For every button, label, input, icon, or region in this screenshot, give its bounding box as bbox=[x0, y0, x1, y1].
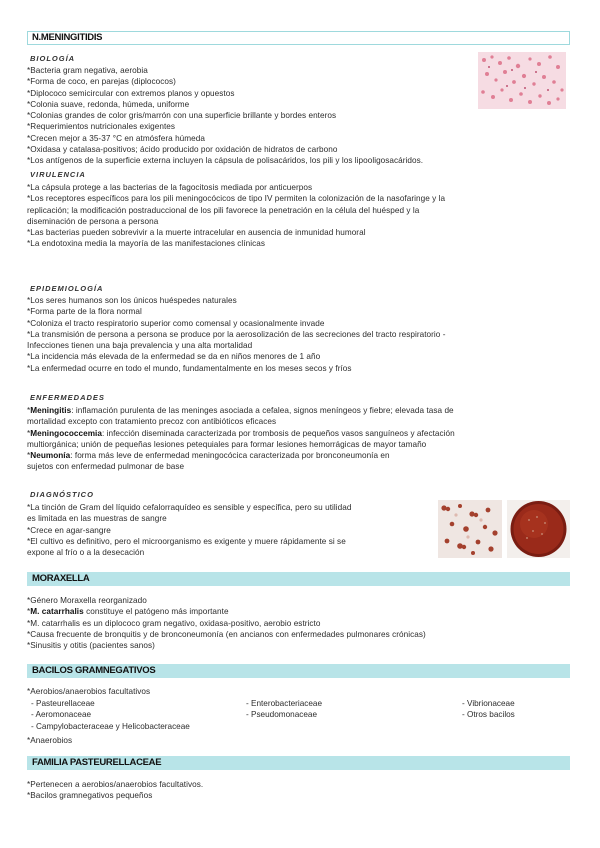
list-virulencia bbox=[27, 182, 557, 250]
list-item: *Colonias grandes de color gris/marrón con una superficie brillante y bordes enteros bbox=[27, 111, 337, 121]
list-item: *Diplococo semicircular con extremos planos y opuestos bbox=[27, 88, 235, 98]
text-m-catarrhalis: constituye el patógeno más importante bbox=[83, 607, 229, 617]
list-item: multiorgánica; unión de pequeñas lesiones petequiales para formar lesiones hemorrágicas de mayor tamaño bbox=[27, 439, 427, 449]
subheading-biologia: BIOLOGÍA bbox=[30, 54, 76, 63]
subheading-diagnostico: DIAGNÓSTICO bbox=[30, 490, 94, 499]
list-enfermedades bbox=[27, 405, 557, 473]
list-item: *Causa frecuente de bronquitis y de bronconeumonía (en ancianos con enfermedades pulmonares crónicas) bbox=[27, 629, 426, 639]
list-item: *M. catarrhalis constituye el patógeno más importante bbox=[27, 607, 229, 617]
list-item: *Los antígenos de la superficie externa incluyen la cápsula de polisacáridos, los pili y los lipooligosacáridos. bbox=[27, 156, 424, 166]
blood-agar-illustration bbox=[507, 500, 570, 558]
text-meningococcemia: : infección diseminada caracterizada por trombosis de pequeños vasos sanguíneos y afectación bbox=[101, 428, 455, 438]
micrograph-image bbox=[478, 52, 566, 109]
list-item: *Meningitis: inflamación purulenta de las meninges asociada a cefalea, signos meníngeos y fiebre; elevada tasa de bbox=[27, 406, 454, 415]
list-item: diseminación de persona a persona bbox=[27, 216, 159, 226]
list-item: *El cultivo es definitivo, pero el microorganismo es exigente y muere rápidamente si se bbox=[27, 536, 346, 546]
term-m-catarrhalis: M. catarrhalis bbox=[30, 607, 84, 617]
list-item: *La tinción de Gram del líquido cefalorraquídeo es sensible y específica, pero su utilidad bbox=[27, 503, 352, 512]
list-item: es limitada en las muestras de sangre bbox=[27, 514, 167, 524]
term-meningitis: Meningitis bbox=[30, 406, 72, 415]
list-item: *Bacteria gram negativa, aerobia bbox=[27, 66, 148, 75]
list-item: *Forma de coco, en parejas (diplococos) bbox=[27, 77, 176, 87]
micrograph-illustration bbox=[478, 52, 566, 109]
subheading-enfermedades: ENFERMEDADES bbox=[30, 393, 105, 402]
bacilos-column-3 bbox=[462, 698, 515, 721]
list-moraxella bbox=[27, 595, 557, 651]
list-item: *La enfermedad ocurre en todo el mundo, fundamentalmente en los meses secos y fríos bbox=[27, 363, 352, 373]
list-item: *Crece en agar-sangre bbox=[27, 525, 111, 535]
list-item: expone al frío o a la desecación bbox=[27, 548, 145, 558]
bacilos-anaerobios: *Anaerobios bbox=[27, 736, 73, 745]
list-item: - Pseudomonaceae bbox=[246, 710, 318, 720]
section-header-moraxella: MORAXELLA bbox=[27, 572, 570, 586]
bacilos-column-1 bbox=[31, 698, 190, 732]
list-item: - Pasteurellaceae bbox=[31, 699, 95, 708]
text-meningitis: : inflamación purulenta de las meninges asociada a cefalea, signos meníngeos y fiebre; elevada tasa de bbox=[71, 406, 454, 415]
term-meningococcemia: Meningococcemia bbox=[30, 428, 102, 438]
list-item: *Coloniza el tracto respiratorio superior como comensal y ocasionalmente invade bbox=[27, 318, 325, 328]
list-item: *Bacilos gramnegativos pequeños bbox=[27, 791, 153, 801]
bacilos-intro: *Aerobios/anaerobios facultativos bbox=[27, 687, 151, 696]
list-item: *Las bacterias pueden sobrevivir a la muerte intracelular en ausencia de inmunidad humoral bbox=[27, 228, 366, 238]
list-item: - Vibrionaceae bbox=[462, 699, 515, 708]
section-header-pasteurellaceae: FAMILIA PASTEURELLACEAE bbox=[27, 756, 570, 770]
section-header-bacilos: BACILOS GRAMNEGATIVOS bbox=[27, 664, 570, 678]
list-item: mortalidad excepto con tratamiento precoz con antibióticos eficaces bbox=[27, 417, 277, 427]
list-item: - Enterobacteriaceae bbox=[246, 699, 323, 708]
list-item: *Sinusitis y otitis (pacientes sanos) bbox=[27, 641, 155, 651]
list-item: *Colonia suave, redonda, húmeda, uniforme bbox=[27, 99, 190, 109]
list-item: *Género Moraxella reorganizado bbox=[27, 596, 147, 605]
blood-agar-image bbox=[507, 500, 570, 558]
list-item: *Forma parte de la flora normal bbox=[27, 307, 142, 317]
list-item: *Neumonía: forma más leve de enfermedad meningocócica caracterizada por bronconeumonía en bbox=[27, 451, 390, 461]
section-header-neisseria: N.MENINGITIDIS bbox=[27, 31, 570, 45]
gram-stain-image bbox=[438, 500, 502, 558]
list-item: *Los receptores específicos para los pili meningocócicos de tipo IV permiten la colonización de la nasofaringe y la bbox=[27, 194, 446, 204]
text-neumonia: : forma más leve de enfermedad meningocócica caracterizada por bronconeumonía en bbox=[70, 451, 390, 461]
list-epidemiologia bbox=[27, 295, 557, 374]
list-pasteurellaceae bbox=[27, 779, 557, 802]
list-item: *Crecen mejor a 35-37 °C en atmósfera húmeda bbox=[27, 133, 205, 143]
list-item: *M. catarrhalis es un diplococo gram negativo, oxidasa-positivo, aerobio estricto bbox=[27, 618, 321, 628]
list-item: *La cápsula protege a las bacterias de la fagocitosis mediada por anticuerpos bbox=[27, 183, 313, 192]
list-item: *Meningococcemia: infección diseminada caracterizada por trombosis de pequeños vasos sanguíneos y afectación bbox=[27, 428, 455, 438]
subheading-virulencia: VIRULENCIA bbox=[30, 170, 86, 179]
list-diagnostico bbox=[27, 502, 432, 558]
list-item: - Aeromonaceae bbox=[31, 710, 92, 720]
list-item: *La transmisión de persona a persona se produce por la aerosolización de las secreciones del tracto respiratorio - bbox=[27, 329, 446, 339]
list-item: replicación; la modificación postraduccional de los pili favorece la penetración en la célula del huésped y la bbox=[27, 205, 420, 215]
list-item: *Los seres humanos son los únicos huéspedes naturales bbox=[27, 296, 237, 305]
list-item: *Requerimientos nutricionales exigentes bbox=[27, 122, 176, 132]
list-item: *La endotoxina media la mayoría de las manifestaciones clínicas bbox=[27, 239, 265, 249]
subheading-epidemiologia: EPIDEMIOLOGÍA bbox=[30, 284, 104, 293]
list-item: *La incidencia más elevada de la enfermedad se da en niños menores de 1 año bbox=[27, 352, 321, 362]
bacilos-column-2 bbox=[246, 698, 322, 721]
list-item: - Campylobacteraceae y Helicobacteraceae bbox=[31, 721, 190, 731]
list-item: Infecciones tienen una baja prevalencia y una alta mortalidad bbox=[27, 341, 253, 351]
list-item: sujetos con enfermedad pulmonar de base bbox=[27, 462, 185, 472]
term-neumonia: Neumonía bbox=[30, 451, 71, 461]
list-item: *Pertenecen a aerobios/anaerobios facultativos. bbox=[27, 780, 204, 789]
list-item: - Otros bacilos bbox=[462, 710, 515, 720]
list-item: *Oxidasa y catalasa-positivos; ácido producido por oxidación de hidratos de carbono bbox=[27, 145, 338, 155]
gram-stain-illustration bbox=[438, 500, 502, 558]
